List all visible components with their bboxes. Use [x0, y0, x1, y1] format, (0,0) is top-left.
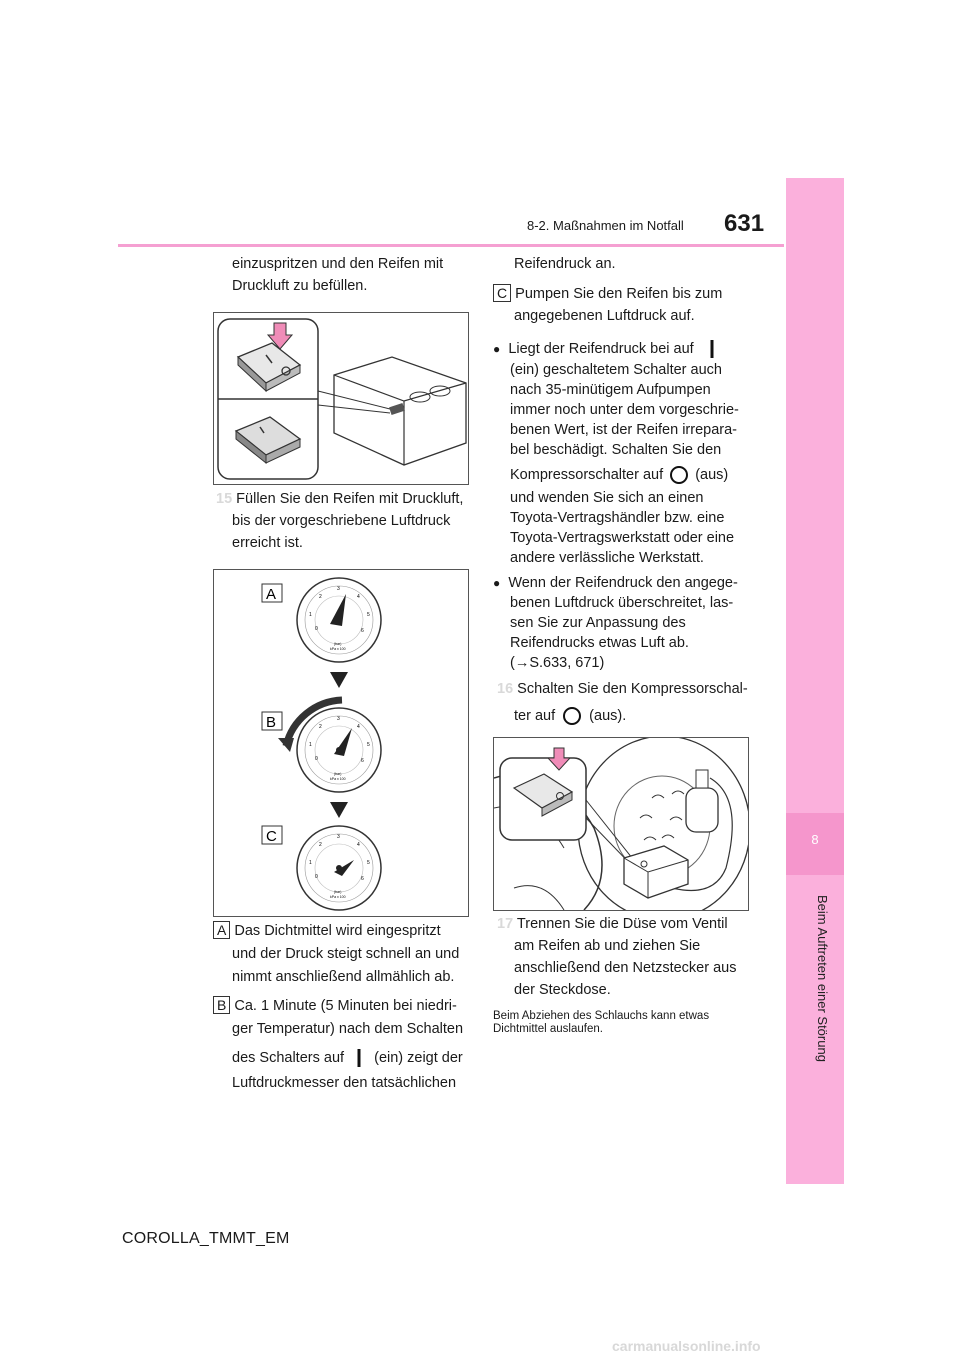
step-16-line-2-pre: ter auf [514, 707, 556, 724]
figure-pressure-gauges [213, 569, 469, 917]
step-16-line-1 [497, 679, 748, 701]
bullet-dot-icon: ● [493, 576, 501, 590]
page-number: 631 [724, 210, 765, 237]
watermark[interactable]: carmanualsonline.info [612, 1338, 761, 1354]
step-15-text: Füllen Sie den Reifen mit Druckluft, [236, 491, 464, 507]
item-a-line-2: und der Druck steigt schnell an und [232, 946, 460, 962]
gauge-label-b: B [266, 714, 277, 731]
step-16-text: Schalten Sie den Kompressorschal- [517, 681, 748, 697]
note-line-1: Beim Abziehen des Schlauchs kann etwas [493, 1010, 710, 1022]
bullet-2-text: Wenn der Reifendruck den angege- [508, 575, 738, 591]
item-c-text: Pumpen Sie den Reifen bis zum [515, 286, 723, 302]
step-15-number: 15 [216, 491, 233, 507]
cont-line: Reifendruck an. [514, 256, 616, 272]
bullet-dot-icon: ● [493, 341, 501, 356]
bullet-2-line-2: benen Luftdruck überschreitet, las- [510, 595, 734, 611]
note-line-2: Dichtmittel auslaufen. [493, 1023, 603, 1035]
gauge-label-c: C [266, 828, 277, 845]
intro-line-1: einzuspritzen und den Reifen mit [232, 256, 444, 272]
bullet-1-line-2: (ein) geschaltetem Schalter auch [510, 362, 722, 378]
step-17-number: 17 [497, 916, 514, 932]
step-15-line-3: erreicht ist. [232, 535, 303, 551]
compressor-switch-illustration [214, 313, 468, 484]
step-17-text: Trennen Sie die Düse vom Ventil [516, 916, 728, 932]
item-a-line-3: nimmt anschließend allmählich ab. [232, 969, 455, 985]
item-b-line-3 [232, 1047, 463, 1069]
bullet-1-line-11: andere verlässliche Werkstatt. [510, 550, 704, 566]
gauge-label-a: A [266, 586, 277, 603]
step-16-line-2 [514, 705, 626, 727]
bullet-1-line-4: immer noch unter dem vorgeschrie- [510, 402, 739, 418]
switch-on-icon [698, 338, 722, 360]
bullet-1-line-1 [493, 338, 722, 360]
switch-on-icon [348, 1047, 370, 1069]
step-17-line-1 [497, 914, 728, 936]
bullet-1-line-7-post: (aus) [695, 466, 729, 483]
item-b-line-3-pre: des Schalters auf [232, 1049, 345, 1066]
step-17-line-4: der Steckdose. [514, 982, 611, 998]
bullet-2-line-5[interactable]: (→S.633, 671) [510, 655, 605, 671]
chapter-title: Beim Auftreten einer Störung [815, 895, 830, 1062]
step-16-line-2-post: (aus). [589, 707, 627, 724]
section-title: 8-2. Maßnahmen im Notfall [527, 218, 684, 233]
label-b: B [213, 996, 230, 1014]
switch-off-icon [667, 464, 691, 486]
step-15-line-2: bis der vorgeschriebene Luftdruck [232, 513, 451, 529]
bullet-1-line-9: Toyota-Vertragshändler bzw. eine [510, 510, 725, 526]
label-a: A [213, 921, 230, 939]
item-b-line-2: ger Temperatur) nach dem Schalten [232, 1021, 464, 1037]
step-16-number: 16 [497, 681, 514, 697]
bullet-1-line-8: und wenden Sie sich an einen [510, 490, 704, 506]
item-b-line-4: Luftdruckmesser den tatsächlichen [232, 1075, 457, 1091]
bullet-2-line-3: sen Sie zur Anpassung des [510, 615, 686, 631]
step-17-line-2: am Reifen ab und ziehen Sie [514, 938, 701, 954]
gauge-illustration: 6 r) 100 A B C [214, 570, 468, 916]
item-c-line-2: angegebenen Luftdruck auf. [514, 308, 695, 324]
bullet-1-text: Liegt der Reifendruck bei auf [508, 340, 694, 357]
doc-code: COROLLA_TMMT_EM [122, 1230, 290, 1247]
item-b-line-3-post: (ein) zeigt der [374, 1049, 463, 1066]
bullet-1-line-10: Toyota-Vertragswerkstatt oder eine [510, 530, 735, 546]
step-15-line-1 [216, 489, 463, 511]
bullet-1-line-3: nach 35-minütigem Aufpumpen [510, 382, 711, 398]
switch-off-icon [559, 705, 585, 727]
step-17-line-3: anschließend den Netzstecker aus [514, 960, 737, 976]
compressor-disconnect-illustration [494, 738, 748, 910]
intro-line-2: Druckluft zu befüllen. [232, 278, 368, 294]
bullet-2-line-4: Reifendrucks etwas Luft ab. [510, 635, 689, 651]
bullet-1-line-5: benen Wert, ist der Reifen irrepara- [510, 422, 738, 438]
bullet-1-line-7 [510, 464, 728, 486]
bullet-2-line-1 [493, 573, 738, 595]
item-b-text: Ca. 1 Minute (5 Minuten bei niedri- [234, 998, 457, 1014]
bullet-1-line-6: bel beschädigt. Schalten Sie den [510, 442, 722, 458]
header-rule [118, 244, 784, 247]
chapter-number: 8 [811, 832, 819, 847]
figure-compressor-disconnect [493, 737, 749, 911]
bullet-1-line-7-pre: Kompressorschalter auf [510, 466, 664, 483]
figure-compressor-switch [213, 312, 469, 485]
label-c: C [493, 284, 511, 302]
item-c-line-1 [493, 284, 722, 306]
item-a-line-1 [213, 921, 441, 943]
item-a-text: Das Dichtmittel wird eingespritzt [234, 923, 441, 939]
item-b-line-1 [213, 996, 457, 1018]
